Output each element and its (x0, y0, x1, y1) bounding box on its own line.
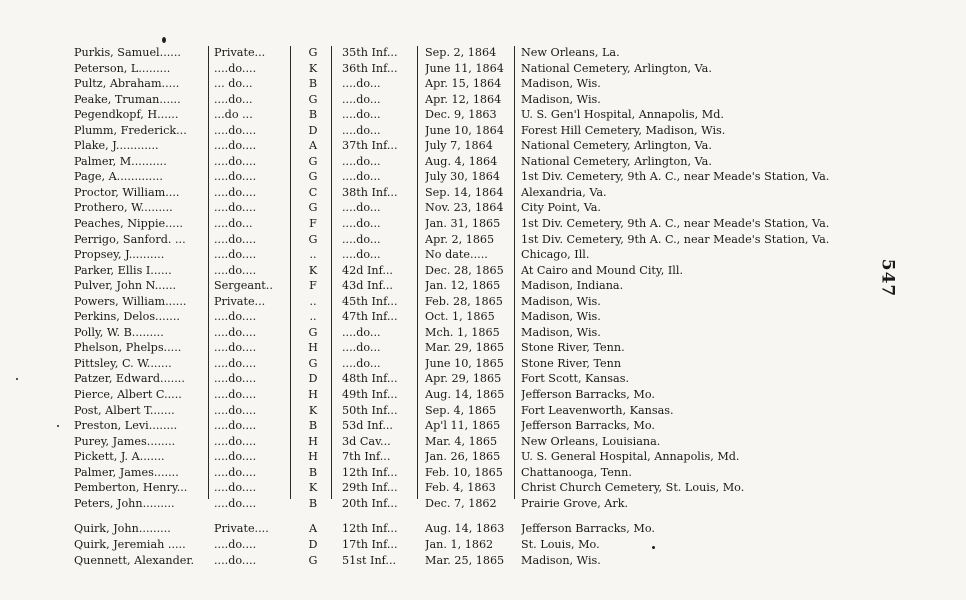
soldier-rank: ....do.... (214, 496, 257, 510)
soldier-company: D (308, 123, 318, 137)
soldier-name: Plumm, Frederick... (74, 123, 187, 137)
soldier-regiment: ....do... (342, 92, 381, 106)
burial-place: 1st Div. Cemetery, 9th A. C., near Meade's Station, Va. (521, 170, 830, 184)
death-date: Jan. 26, 1865 (425, 450, 501, 464)
soldier-name: Purey, James........ (74, 434, 176, 448)
soldier-regiment: 47th Inf... (342, 310, 398, 324)
roster-row (74, 45, 874, 61)
death-date: Dec. 28, 1865 (425, 263, 504, 277)
soldier-regiment: 29th Inf... (342, 481, 398, 495)
death-date: Aug. 4, 1864 (425, 154, 498, 168)
soldier-regiment: 12th Inf... (342, 465, 398, 479)
burial-place: Madison, Wis. (521, 325, 601, 339)
soldier-rank: ....do.... (214, 553, 257, 567)
death-date: Apr. 15, 1864 (425, 77, 502, 91)
soldier-rank: Private... (214, 46, 266, 59)
burial-place: Chicago, Ill. (521, 248, 590, 262)
soldier-company: B (308, 465, 318, 479)
roster-row (74, 232, 874, 248)
soldier-name: Pemberton, Henry... (74, 481, 188, 495)
death-date: Jan. 31, 1865 (425, 217, 501, 231)
soldier-regiment: 45th Inf... (342, 294, 398, 308)
roster-row (74, 387, 874, 403)
roster-row (74, 76, 874, 92)
roster-row (74, 403, 874, 419)
soldier-name: Page, A............. (74, 170, 163, 184)
soldier-name: Palmer, M.......... (74, 154, 167, 168)
roster-row (74, 247, 874, 263)
burial-place: St. Louis, Mo. (521, 537, 600, 551)
soldier-name: Perkins, Delos....... (74, 310, 180, 324)
burial-place: 1st Div. Cemetery, 9th A. C., near Meade's Station, Va. (521, 232, 830, 246)
soldier-name: Quennett, Alexander. (74, 553, 195, 567)
soldier-regiment: ....do... (342, 170, 381, 184)
soldier-name: Phelson, Phelps..... (74, 341, 182, 355)
soldier-rank: ....do.... (214, 232, 257, 246)
soldier-name: Pegendkopf, H...... (74, 108, 179, 122)
burial-place: U. S. General Hospital, Annapolis, Md. (521, 450, 740, 464)
soldier-name: Pulver, John N...... (74, 279, 177, 293)
soldier-regiment: 53d Inf... (342, 419, 393, 433)
soldier-company: .. (309, 310, 317, 324)
death-date: Nov. 23, 1864 (425, 201, 504, 215)
soldier-name: Post, Albert T....... (74, 403, 175, 417)
burial-place: Fort Leavenworth, Kansas. (521, 403, 674, 417)
soldier-rank: ....do.... (214, 388, 257, 402)
burial-place: Madison, Wis. (521, 294, 601, 308)
death-date: Aug. 14, 1865 (425, 388, 505, 402)
death-date: Feb. 4, 1863 (425, 481, 496, 495)
soldier-name: Prothero, W......... (74, 201, 173, 215)
death-date: Mar. 4, 1865 (425, 434, 498, 448)
roster-row (74, 537, 874, 553)
soldier-rank: ....do.... (214, 372, 257, 386)
roster-row (74, 340, 874, 356)
page-number: 547 (877, 258, 898, 298)
soldier-company: D (308, 372, 318, 386)
soldier-regiment: 38th Inf... (342, 185, 398, 199)
burial-place: City Point, Va. (521, 201, 601, 215)
roster-row (74, 553, 874, 569)
roster-row (74, 356, 874, 372)
roster-row (74, 480, 874, 496)
soldier-regiment: 48th Inf... (342, 372, 398, 386)
burial-place: U. S. Gen'l Hospital, Annapolis, Md. (521, 108, 724, 122)
death-date: Apr. 2, 1865 (425, 232, 495, 246)
soldier-regiment: ....do... (342, 77, 381, 91)
soldier-name: Preston, Levi........ (74, 419, 178, 433)
soldier-rank: ....do.... (214, 341, 257, 355)
roster-row (74, 294, 874, 310)
soldier-rank: ....do.... (214, 123, 257, 137)
soldier-name: Peterson, L......... (74, 61, 171, 75)
soldier-regiment: 35th Inf... (342, 46, 398, 59)
soldier-company: K (308, 263, 318, 277)
burial-place: Forest Hill Cemetery, Madison, Wis. (521, 123, 726, 137)
burial-place: Madison, Wis. (521, 92, 601, 106)
death-date: Sep. 2, 1864 (425, 46, 497, 59)
burial-place: Chattanooga, Tenn. (521, 465, 632, 479)
death-date: Mar. 29, 1865 (425, 341, 505, 355)
burial-place: New Orleans, Louisiana. (521, 434, 661, 448)
roster-row (74, 449, 874, 465)
scan-speck (652, 546, 655, 549)
soldier-rank: ....do.... (214, 465, 257, 479)
burial-place: Christ Church Cemetery, St. Louis, Mo. (521, 481, 745, 495)
soldier-company: B (308, 77, 318, 91)
death-date: Apr. 29, 1865 (425, 372, 502, 386)
soldier-name: Pickett, J. A....... (74, 450, 165, 464)
roster-row (74, 434, 874, 450)
scan-speck (57, 425, 59, 427)
roster-row (74, 107, 874, 123)
soldier-regiment: ....do... (342, 325, 381, 339)
roster-row (74, 418, 874, 434)
soldier-rank: Private... (214, 294, 266, 308)
roster-row (74, 200, 874, 216)
burial-place: 1st Div. Cemetery, 9th A. C., near Meade's Station, Va. (521, 217, 830, 231)
death-date: No date..... (425, 248, 488, 262)
roster-row (74, 61, 874, 77)
soldier-rank: ... do... (214, 77, 253, 91)
soldier-name: Peaches, Nippie..... (74, 217, 183, 231)
soldier-company: K (308, 61, 318, 75)
soldier-regiment: 17th Inf... (342, 537, 398, 551)
soldier-rank: ....do.... (214, 403, 257, 417)
soldier-rank: ....do.... (214, 263, 257, 277)
soldier-regiment: ....do... (342, 201, 381, 215)
roster-group-q (74, 521, 874, 568)
soldier-rank: ....do.... (214, 61, 257, 75)
soldier-company: H (308, 434, 318, 448)
burial-place: Madison, Wis. (521, 310, 601, 324)
soldier-rank: ....do... (214, 217, 253, 231)
soldier-name: Powers, William...... (74, 294, 187, 308)
death-date: Sep. 14, 1864 (425, 185, 504, 199)
roster-row (74, 278, 874, 294)
death-date: Dec. 9, 1863 (425, 108, 497, 122)
soldier-rank: ....do... (214, 92, 253, 106)
roster-row (74, 216, 874, 232)
roster-row (74, 371, 874, 387)
burial-place: Jefferson Barracks, Mo. (521, 388, 655, 402)
burial-place: Stone River, Tenn (521, 356, 622, 370)
soldier-regiment: ....do... (342, 123, 381, 137)
soldier-company: .. (309, 248, 317, 262)
roster-row (74, 92, 874, 108)
death-date: Feb. 28, 1865 (425, 294, 503, 308)
death-date: Jan. 1, 1862 (425, 537, 494, 551)
soldier-regiment: 51st Inf... (342, 553, 397, 567)
roster-row (74, 465, 874, 481)
soldier-name: Plake, J............ (74, 139, 159, 153)
soldier-company: G (308, 170, 318, 184)
soldier-name: Palmer, James....... (74, 465, 179, 479)
roster-row (74, 309, 874, 325)
soldier-rank: ....do.... (214, 154, 257, 168)
soldier-regiment: ....do... (342, 248, 381, 262)
death-date: Ap'l 11, 1865 (425, 419, 501, 433)
soldier-company: H (308, 388, 318, 402)
soldier-roster (74, 45, 874, 568)
soldier-name: Perrigo, Sanford. ... (74, 232, 186, 246)
burial-place: New Orleans, La. (521, 46, 620, 59)
roster-row (74, 138, 874, 154)
soldier-regiment: 12th Inf... (342, 522, 398, 536)
soldier-name: Pultz, Abraham..... (74, 77, 180, 91)
scan-speck (162, 37, 166, 43)
soldier-name: Patzer, Edward....... (74, 372, 185, 386)
soldier-company: G (308, 46, 318, 59)
soldier-rank: ...do ... (214, 108, 253, 122)
soldier-company: G (308, 201, 318, 215)
soldier-company: C (308, 185, 318, 199)
soldier-rank: ....do.... (214, 310, 257, 324)
soldier-company: D (308, 537, 318, 551)
soldier-rank: ....do.... (214, 325, 257, 339)
burial-place: National Cemetery, Arlington, Va. (521, 139, 712, 153)
soldier-regiment: 7th Inf... (342, 450, 391, 464)
roster-row (74, 169, 874, 185)
soldier-regiment: ....do... (342, 341, 381, 355)
soldier-company: G (308, 553, 318, 567)
soldier-company: G (308, 154, 318, 168)
soldier-company: B (308, 496, 318, 510)
soldier-name: Peake, Truman...... (74, 92, 181, 106)
roster-row (74, 521, 874, 537)
soldier-name: Parker, Ellis I...... (74, 263, 172, 277)
roster-row (74, 185, 874, 201)
soldier-rank: ....do.... (214, 419, 257, 433)
burial-place: Prairie Grove, Ark. (521, 496, 629, 510)
death-date: June 10, 1865 (425, 356, 504, 370)
roster-row (74, 154, 874, 170)
death-date: June 10, 1864 (425, 123, 504, 137)
soldier-regiment: 49th Inf... (342, 388, 398, 402)
roster-row (74, 263, 874, 279)
death-date: Feb. 10, 1865 (425, 465, 503, 479)
soldier-company: .. (309, 294, 317, 308)
burial-place: National Cemetery, Arlington, Va. (521, 61, 712, 75)
soldier-rank: ....do.... (214, 450, 257, 464)
soldier-regiment: ....do... (342, 154, 381, 168)
soldier-regiment: ....do... (342, 232, 381, 246)
soldier-company: B (308, 419, 318, 433)
soldier-company: G (308, 232, 318, 246)
column-rule-rank (208, 46, 209, 499)
soldier-company: F (309, 279, 317, 293)
soldier-company: G (308, 356, 318, 370)
roster-row (74, 325, 874, 341)
burial-place: Madison, Wis. (521, 553, 601, 567)
soldier-company: K (308, 403, 318, 417)
soldier-rank: ....do.... (214, 434, 257, 448)
roster-row (74, 123, 874, 139)
soldier-company: F (309, 217, 317, 231)
roster-row (74, 496, 874, 512)
soldier-regiment: 42d Inf... (342, 263, 393, 277)
soldier-name: Quirk, John......... (74, 522, 171, 536)
death-date: Jan. 12, 1865 (425, 279, 501, 293)
soldier-regiment: ....do... (342, 356, 381, 370)
death-date: Mch. 1, 1865 (425, 325, 500, 339)
death-date: July 30, 1864 (425, 170, 500, 184)
group-spacer (74, 511, 874, 521)
burial-place: Stone River, Tenn. (521, 341, 625, 355)
soldier-name: Quirk, Jeremiah ..... (74, 537, 186, 551)
soldier-company: A (308, 522, 318, 536)
soldier-rank: Sergeant.. (214, 279, 273, 293)
roster-group-p (74, 45, 874, 511)
burial-place: Jefferson Barracks, Mo. (521, 522, 655, 536)
column-rule-date (417, 46, 418, 499)
burial-place: At Cairo and Mound City, Ill. (521, 263, 684, 277)
burial-place: National Cemetery, Arlington, Va. (521, 154, 712, 168)
burial-place: Alexandria, Va. (521, 185, 607, 199)
column-rule-company (290, 46, 291, 499)
soldier-company: H (308, 341, 318, 355)
soldier-regiment: 3d Cav... (342, 434, 391, 448)
death-date: Apr. 12, 1864 (425, 92, 502, 106)
soldier-rank: Private.... (214, 522, 269, 536)
soldier-rank: ....do.... (214, 201, 257, 215)
column-rule-burial (514, 46, 515, 499)
soldier-rank: ....do.... (214, 139, 257, 153)
soldier-company: H (308, 450, 318, 464)
soldier-name: Purkis, Samuel...... (74, 46, 181, 59)
soldier-rank: ....do.... (214, 537, 257, 551)
soldier-rank: ....do.... (214, 248, 257, 262)
soldier-regiment: 36th Inf... (342, 61, 398, 75)
soldier-rank: ....do.... (214, 356, 257, 370)
death-date: Sep. 4, 1865 (425, 403, 497, 417)
death-date: Aug. 14, 1863 (425, 522, 505, 536)
soldier-regiment: 43d Inf... (342, 279, 393, 293)
soldier-regiment: ....do... (342, 217, 381, 231)
soldier-regiment: 37th Inf... (342, 139, 398, 153)
soldier-name: Peters, John......... (74, 496, 175, 510)
soldier-company: K (308, 481, 318, 495)
soldier-company: B (308, 108, 318, 122)
soldier-regiment: 20th Inf... (342, 496, 398, 510)
burial-place: Jefferson Barracks, Mo. (521, 419, 655, 433)
death-date: Mar. 25, 1865 (425, 553, 505, 567)
death-date: Oct. 1, 1865 (425, 310, 495, 324)
column-rule-regiment (331, 46, 332, 499)
burial-place: Madison, Indiana. (521, 279, 624, 293)
soldier-name: Proctor, William.... (74, 185, 180, 199)
soldier-name: Pittsley, C. W....... (74, 356, 172, 370)
soldier-rank: ....do.... (214, 170, 257, 184)
soldier-name: Propsey, J.......... (74, 248, 165, 262)
scan-speck (16, 378, 18, 380)
soldier-name: Polly, W. B......... (74, 325, 164, 339)
death-date: June 11, 1864 (425, 61, 504, 75)
burial-place: Fort Scott, Kansas. (521, 372, 629, 386)
death-date: July 7, 1864 (425, 139, 493, 153)
soldier-company: A (308, 139, 318, 153)
soldier-regiment: 50th Inf... (342, 403, 398, 417)
soldier-company: G (308, 325, 318, 339)
soldier-name: Pierce, Albert C..... (74, 388, 182, 402)
soldier-company: G (308, 92, 318, 106)
death-date: Dec. 7, 1862 (425, 496, 497, 510)
soldier-rank: ....do.... (214, 185, 257, 199)
soldier-rank: ....do.... (214, 481, 257, 495)
soldier-regiment: ....do... (342, 108, 381, 122)
burial-place: Madison, Wis. (521, 77, 601, 91)
